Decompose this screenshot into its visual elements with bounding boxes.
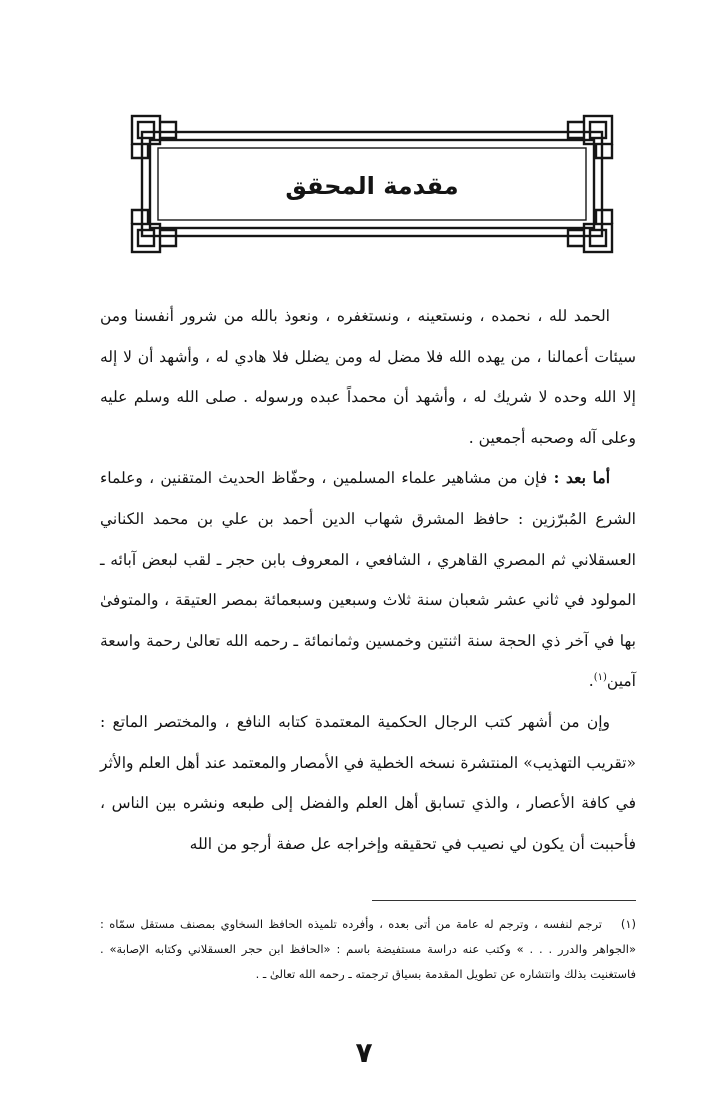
footnote-number: (١) [620, 917, 636, 931]
footnote-text: ترجم لنفسه ، وترجم له عامة من أتى بعده ، وأفرده تلميذه الحافظ السخاوي بمصنف مستقل سمّاه : «الجواهر والدرر . . . » وكتب عنه دراسة مستفيضة باسم : «الحافظ ابن حجر العسقلاني وكتابه الإصابة» . فاستغنيت بذلك وانتشاره عن تطويل المقدمة بسياق ترجمته ـ رحمه الله تعالىٰ ـ . [100, 917, 636, 981]
paragraph-text: فإن من مشاهير علماء المسلمين ، وحفّاظ الحديث المتقنين ، وعلماء الشرع المُبرّزين : حافظ المشرق شهاب الدين أحمد بن علي بن محمد الكناني العسقلاني ثم المصري القاهري ، الشافعي ، المعروف بابن حجر ـ لقب لبعض آبائه ـ المولود في ثاني عشر شعبان سنة ثلاث وسبعين وسبعمائة بمصر العتيقة ، والمتوفىٰ بها في آخر ذي الحجة سنة اثنتين وخمسين وثمانمائة ـ رحمه الله تعالىٰ رحمة واسعة آمين [100, 469, 636, 691]
chapter-title: مقدمة المحقق [285, 172, 459, 200]
paragraph-text: وإن من أشهر كتب الرجال الحكمية المعتمدة كتابه النافع ، والمختصر الماتع : «تقريب التهذيب» المنتشرة نسخه الخطية في الأمصار والمعتمد عند أهل العلم والأثر في كافة الأعصار ، والذي تسابق أهل العلم والفضل إلى طبعه ونشره بين الناس ، فأحببت أن يكون لي نصيب في تحقيقه وإخراجه عل صفة أرجو من الله [100, 712, 636, 853]
paragraph-lead: أما بعد : [553, 468, 611, 488]
page-number: ٧ [355, 1036, 373, 1069]
body-text [100, 296, 636, 864]
paragraph-biography: أما بعد : فإن من مشاهير علماء المسلمين ، وحفّاظ الحديث المتقنين ، وعلماء الشرع المُبرّزين : حافظ المشرق شهاب الدين أحمد بن علي بن محمد الكناني العسقلاني ثم المصري القاهري ، الشافعي ، المعروف بابن حجر ـ لقب لبعض آبائه ـ المولود في ثاني عشر شعبان سنة ثلاث وسبعين وسبعمائة بمصر العتيقة ، والمتوفىٰ بها في آخر ذي الحجة سنة اثنتين وخمسين وثمانمائة ـ رحمه الله تعالىٰ رحمة واسعة آمين$^{(١)}$. [100, 468, 636, 691]
paragraph-text: الحمد لله ، نحمده ، ونستعينه ، ونستغفره ، ونعوذ بالله من شرور أنفسنا ومن سيئات أعمالنا ، من يهده الله فلا مضل له ومن يضلل فلا هادي له ، وأشهد أن لا إله إلا الله وحده لا شريك له ، وأشهد أن محمداً عبده ورسوله . صلى الله وسلم عليه وعلى آله وصحبه أجمعين . [100, 307, 636, 447]
footnote-divider [372, 900, 636, 901]
footnotes [100, 912, 636, 987]
footnote-item [100, 912, 636, 987]
paragraph-book [100, 702, 636, 864]
chapter-header-frame [128, 110, 616, 258]
paragraph-opening [100, 296, 636, 458]
footnote-reference: (١) [593, 672, 607, 684]
